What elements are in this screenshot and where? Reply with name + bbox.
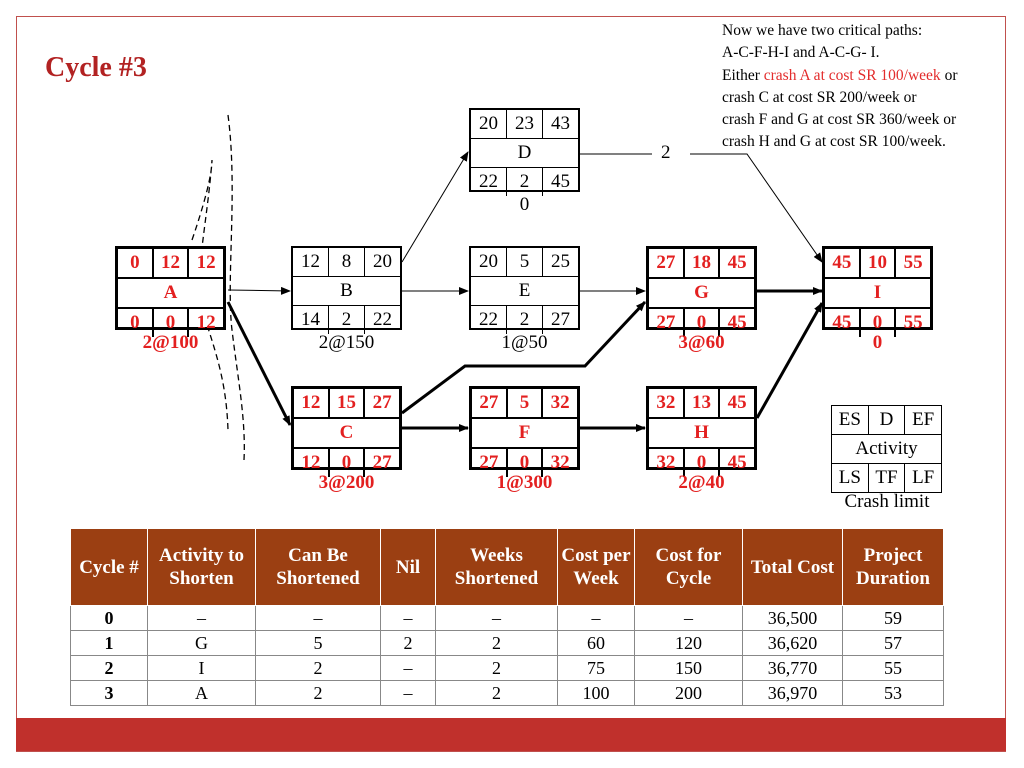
table-cell: 53 — [843, 681, 944, 706]
node-f-name: F — [518, 422, 531, 443]
arrow-a-b — [228, 290, 290, 291]
header-activity: Activity to Shorten — [148, 529, 256, 606]
note-line-5: crash F and G at cost SR 360/week or — [722, 111, 957, 129]
node-e-es: 20 — [479, 251, 498, 272]
note-line-6: crash H and G at cost SR 100/week. — [722, 133, 946, 151]
header-cost-for-cycle: Cost for Cycle — [635, 529, 743, 606]
activity-node-b — [291, 246, 402, 330]
table-cell: 2 — [381, 631, 436, 656]
node-i-ls: 45 — [832, 312, 852, 333]
node-h-lf: 45 — [718, 449, 754, 477]
table-cell: 36,770 — [743, 656, 843, 681]
node-c-crash-limit: 3@200 — [318, 472, 375, 493]
table-cell: 36,620 — [743, 631, 843, 656]
node-h-ef: 45 — [718, 389, 754, 417]
table-cell: 59 — [843, 606, 944, 631]
table-row — [71, 606, 944, 631]
table-cell: 5 — [256, 631, 381, 656]
activity-node-c — [291, 386, 402, 473]
node-d-tf: 2 — [506, 168, 542, 196]
node-g-ef: 45 — [718, 249, 754, 277]
legend-box — [831, 405, 942, 493]
header-nil: Nil — [381, 529, 436, 606]
node-i-name: I — [873, 282, 882, 303]
table-cell: 2 — [436, 631, 558, 656]
node-e-crash-limit: 1@50 — [501, 332, 548, 353]
node-h-name: H — [694, 422, 709, 443]
node-e-ls: 22 — [479, 309, 498, 330]
node-b-ls: 14 — [301, 309, 320, 330]
node-f-tf: 0 — [506, 449, 542, 477]
header-project-duration: Project Duration — [843, 529, 944, 606]
table-cell: 2 — [256, 681, 381, 706]
table-cell: – — [635, 606, 743, 631]
node-f-duration: 5 — [506, 389, 542, 417]
node-h-tf: 0 — [683, 449, 719, 477]
arrow-a-c — [228, 302, 290, 425]
table-cell: – — [436, 606, 558, 631]
table-cell: 2 — [436, 656, 558, 681]
note-line-3: Either crash A at cost SR 100/week or — [722, 66, 958, 84]
node-a-es: 0 — [130, 252, 140, 273]
table-cell: – — [148, 606, 256, 631]
node-g-crash-limit: 3@60 — [678, 332, 725, 353]
cut-line-left — [228, 115, 244, 460]
legend-es: ES — [838, 409, 861, 430]
node-d-es: 20 — [479, 113, 498, 134]
table-cell: 57 — [843, 631, 944, 656]
table-cell: – — [381, 656, 436, 681]
note-line-4: crash C at cost SR 200/week or — [722, 88, 917, 106]
arrow-h-i — [757, 303, 822, 418]
table-cell: G — [148, 631, 256, 656]
node-i-es: 45 — [832, 252, 852, 273]
crash-cycles-table — [70, 528, 944, 706]
node-c-es: 12 — [301, 392, 321, 413]
node-d-name: D — [517, 142, 532, 163]
table-cell: 55 — [843, 656, 944, 681]
header-cycle: Cycle # — [71, 529, 148, 606]
node-g-ls: 27 — [656, 312, 676, 333]
table-cell: 36,500 — [743, 606, 843, 631]
table-cell: – — [381, 681, 436, 706]
legend-d: D — [868, 406, 905, 434]
legend-crash-limit: Crash limit — [844, 491, 930, 512]
node-e-lf: 27 — [542, 306, 578, 334]
node-d-ef: 43 — [542, 110, 578, 138]
node-b-es: 12 — [301, 251, 320, 272]
note-line-2: A-C-F-H-I and A-C-G- I. — [722, 44, 880, 62]
table-cell: 1 — [71, 631, 148, 656]
legend-tf: TF — [868, 464, 905, 492]
node-b-name: B — [340, 280, 353, 301]
table-cell: 75 — [558, 656, 635, 681]
table-row — [71, 631, 944, 656]
arrow-b-d — [402, 152, 468, 262]
legend-activity: Activity — [855, 438, 918, 459]
node-h-ls: 32 — [656, 452, 676, 473]
node-i-lf: 55 — [894, 309, 930, 337]
activity-node-i — [822, 246, 933, 333]
table-header-row — [71, 529, 944, 606]
table-cell: 0 — [71, 606, 148, 631]
node-f-crash-limit: 1@300 — [496, 472, 553, 493]
node-i-crash-limit: 0 — [872, 332, 883, 353]
node-a-crash-limit: 2@100 — [142, 332, 199, 353]
node-e-duration: 5 — [506, 248, 542, 276]
node-g-duration: 18 — [683, 249, 719, 277]
node-a-duration: 12 — [152, 249, 188, 277]
node-c-lf: 27 — [363, 449, 399, 477]
node-a-tf: 0 — [152, 309, 188, 337]
node-f-es: 27 — [479, 392, 499, 413]
table-cell: 150 — [635, 656, 743, 681]
table-cell: 100 — [558, 681, 635, 706]
table-cell: 36,970 — [743, 681, 843, 706]
table-row — [71, 681, 944, 706]
node-f-lf: 32 — [541, 449, 577, 477]
table-cell: 60 — [558, 631, 635, 656]
table-cell: 120 — [635, 631, 743, 656]
node-c-ls: 12 — [301, 452, 321, 473]
node-c-tf: 0 — [328, 449, 364, 477]
node-d-ls: 22 — [479, 171, 498, 192]
table-cell: 200 — [635, 681, 743, 706]
node-c-ef: 27 — [363, 389, 399, 417]
node-c-duration: 15 — [328, 389, 364, 417]
node-i-tf: 0 — [859, 309, 895, 337]
legend-lf: LF — [904, 464, 941, 492]
node-g-tf: 0 — [683, 309, 719, 337]
node-b-lf: 22 — [364, 306, 400, 334]
node-e-name: E — [518, 280, 531, 301]
node-d-lf: 45 — [542, 168, 578, 196]
node-c-name: C — [339, 422, 354, 443]
node-f-ls: 27 — [479, 452, 499, 473]
table-cell: A — [148, 681, 256, 706]
node-a-ef: 12 — [187, 249, 223, 277]
node-a-lf: 12 — [187, 309, 223, 337]
node-g-es: 27 — [656, 252, 676, 273]
node-i-ef: 55 — [894, 249, 930, 277]
note-line-1: Now we have two critical paths: — [722, 22, 923, 39]
node-d-duration: 23 — [506, 110, 542, 138]
table-cell: – — [558, 606, 635, 631]
table-cell: – — [381, 606, 436, 631]
header-total-cost: Total Cost — [743, 529, 843, 606]
node-f-ef: 32 — [541, 389, 577, 417]
activity-node-g — [646, 246, 757, 333]
node-h-es: 32 — [656, 392, 676, 413]
node-a-ls: 0 — [130, 312, 140, 333]
node-b-ef: 20 — [364, 248, 400, 276]
float-label: 2 — [661, 142, 671, 163]
table-cell: 2 — [256, 656, 381, 681]
header-can-be-shortened: Can Be Shortened — [256, 529, 381, 606]
node-g-name: G — [694, 282, 709, 303]
table-cell: 2 — [436, 681, 558, 706]
activity-node-e — [469, 246, 580, 330]
node-b-duration: 8 — [328, 248, 364, 276]
table-cell: 2 — [71, 656, 148, 681]
table-row — [71, 656, 944, 681]
node-g-lf: 45 — [718, 309, 754, 337]
activity-node-f — [469, 386, 580, 473]
node-a-name: A — [163, 282, 178, 303]
node-b-tf: 2 — [328, 306, 364, 334]
activity-node-h — [646, 386, 757, 473]
node-h-crash-limit: 2@40 — [678, 472, 725, 493]
table-cell: – — [256, 606, 381, 631]
table-cell: I — [148, 656, 256, 681]
node-e-tf: 2 — [506, 306, 542, 334]
legend-ls: LS — [838, 467, 861, 488]
activity-node-a — [115, 246, 226, 333]
table-cell: 3 — [71, 681, 148, 706]
activity-node-d — [469, 108, 580, 192]
legend-ef: EF — [904, 406, 941, 434]
slide-title: Cycle #3 — [45, 52, 147, 83]
node-h-duration: 13 — [683, 389, 719, 417]
header-cost-per-week: Cost per Week — [558, 529, 635, 606]
header-weeks-shortened: Weeks Shortened — [436, 529, 558, 606]
node-d-crash-limit: 0 — [519, 194, 530, 215]
node-b-crash-limit: 2@150 — [318, 332, 375, 353]
node-i-duration: 10 — [859, 249, 895, 277]
node-e-ef: 25 — [542, 248, 578, 276]
